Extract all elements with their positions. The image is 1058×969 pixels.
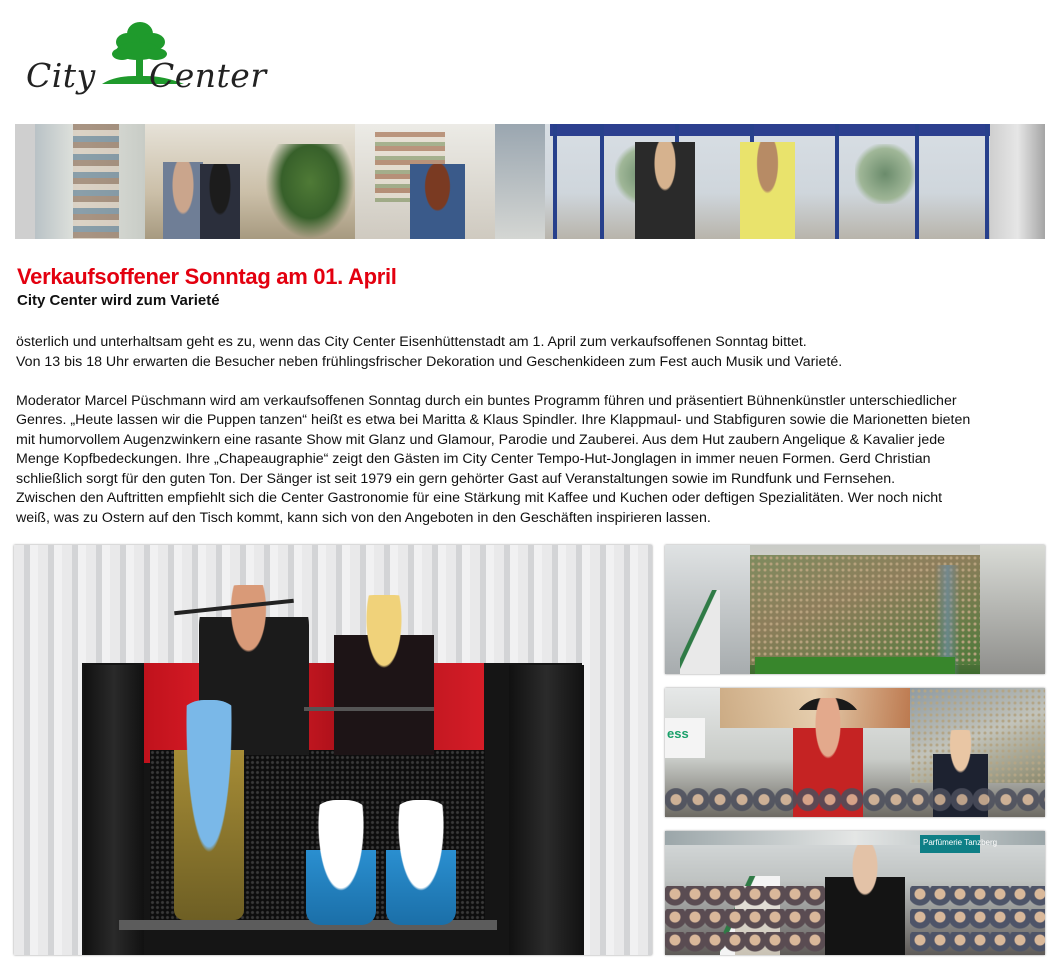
city-model-photo: [665, 545, 1045, 674]
paragraph-2-line: weiß, was zu Ostern auf den Tisch kommt, kann sich von den Angeboten in den Geschäften inspirieren lassen.: [16, 509, 711, 526]
paragraph-2-line: Menge Kopfbedeckungen. Ihre „Chapeaugraphie“ zeigt den Gästen im City Center Tempo-Hut-Jonglagen in immer neuen Formen. Gerd Christian: [16, 451, 931, 467]
paragraph-2-line: schließlich sorgt für den guten Ton. Der Sänger ist seit 1979 ein gern gehörter Gast auf Veranstaltungen sowie im Rundfunk und Fernsehen.: [16, 470, 896, 487]
paragraph-2-line: Zwischen den Auftritten empfiehlt sich die Center Gastronomie für eine Stärkung mit Kaffee und Kuchen oder deftigen Spezialitäten. Wer noch nicht: [16, 490, 943, 506]
singer-photo: [665, 831, 1045, 955]
paragraph-2-line: Genres. „Heute lassen wir die Puppen tanzen“ heißt es etwa bei Maritta & Klaus Spindler. Ihre Klappmaul- und Stabfiguren sowie die Marionetten bieten: [16, 412, 971, 428]
city-center-logo[interactable]: [26, 18, 267, 96]
paragraph-2-line: Moderator Marcel Püschmann wird am verkaufsoffenen Sonntag durch ein buntes Programm führen und präsentiert Bühnenkünstler unterschiedlicher: [16, 392, 957, 409]
paragraph-2-line: mit humorvollem Augenzwinkern eine rasante Show mit Glanz und Glamour, Parodie und Zauberei. Aus dem Hut zaubern Angelique & Kavalier jede: [16, 431, 946, 448]
puppet-show-photo: [14, 545, 652, 955]
store-sign: ess: [667, 726, 689, 741]
hat-performers-photo: [665, 688, 1045, 817]
logo-word-city: City: [26, 56, 96, 95]
article-headline: Verkaufsoffener Sonntag am 01. April: [17, 264, 397, 289]
logo-word-center: Center: [149, 56, 267, 95]
paragraph-1-line: österlich und unterhaltsam geht es zu, wenn das City Center Eisenhüttenstadt am 1. April zum verkaufsoffenen Sonntag bittet.: [16, 334, 807, 350]
article-body: [16, 333, 1046, 528]
article-subheadline: City Center wird zum Varieté: [17, 292, 220, 309]
store-sign: Parfümerie Tanzberg: [923, 838, 998, 847]
paragraph-1-line: Von 13 bis 18 Uhr erwarten die Besucher neben frühlingsfrischer Dekoration und Geschenkideen zum Fest auch Musik und Varieté.: [16, 353, 843, 370]
mall-interior-banner: [15, 124, 1045, 239]
